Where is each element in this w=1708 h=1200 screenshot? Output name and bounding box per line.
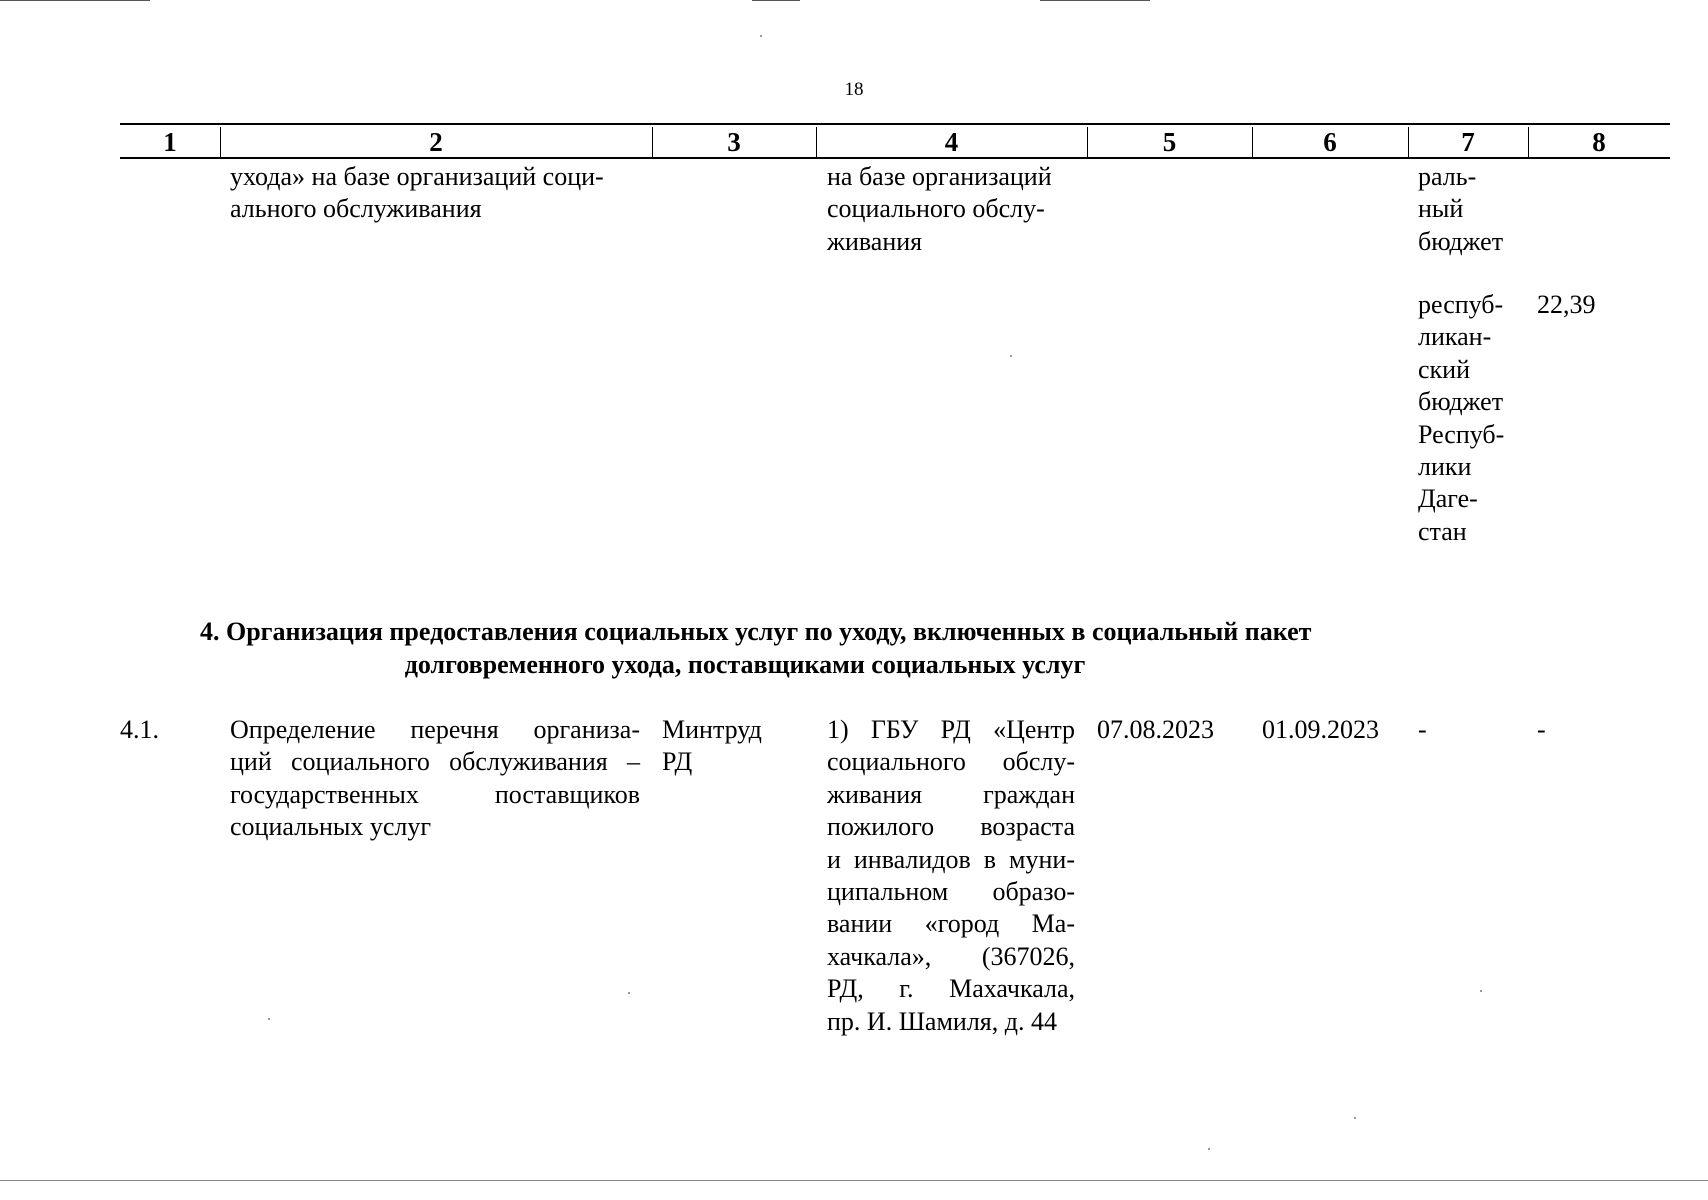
- text-line: живания: [827, 226, 923, 256]
- text-line: живания граждан: [827, 779, 1075, 809]
- text-line: лики: [1418, 452, 1472, 482]
- text-line: ального обслуживания: [230, 194, 482, 224]
- text-line: социального обслу-: [827, 194, 1045, 224]
- scan-line-top-left: [0, 0, 150, 1]
- scan-speck: [760, 35, 762, 37]
- scan-speck: [628, 992, 630, 994]
- text-line: ный: [1418, 194, 1464, 224]
- continued-row-col-2: [230, 161, 640, 226]
- text-line: государственных поставщиков: [230, 779, 640, 809]
- text-line: Определение перечня организа-: [230, 715, 640, 744]
- continued-row-col-7-republic-budget: [1418, 289, 1523, 548]
- text-line: социального обслу-: [827, 747, 1075, 777]
- row-4-1-col-3: [662, 714, 812, 779]
- table-header-top-rule: [120, 123, 1670, 125]
- text-line: пожилого возраста: [827, 812, 1075, 842]
- scan-line-top-mid: [752, 0, 800, 1]
- text-line: бюджет: [1418, 387, 1504, 417]
- text-line: и инвалидов в муни-: [827, 844, 1075, 874]
- text-line: вании «город Ма-: [827, 909, 1075, 939]
- text-line: РД: [662, 747, 693, 777]
- row-4-1-col-2: [230, 714, 640, 844]
- page-number: 18: [844, 79, 864, 100]
- scan-line-top-right: [1040, 0, 1150, 1]
- text-line: Минтруд: [662, 715, 762, 744]
- scan-speck: [1208, 1148, 1210, 1150]
- section-title-line: 4. Организация предоставления социальных услуг по уходу, включенных в социальный пакет: [200, 617, 1312, 646]
- row-4-1-col-4: [827, 714, 1075, 1038]
- table-header-bottom-rule: [120, 157, 1670, 159]
- scan-speck: [1480, 990, 1482, 992]
- text-line: ский: [1418, 354, 1470, 384]
- row-4-1-col-7: -: [1418, 715, 1427, 744]
- text-line: бюджет: [1418, 226, 1504, 256]
- row-4-1-start-date: 07.08.2023: [1097, 715, 1214, 744]
- continued-row-col-4: [827, 161, 1077, 258]
- header-col-4: 4: [944, 127, 959, 157]
- text-line: ликан-: [1418, 322, 1492, 352]
- row-4-1-number: 4.1.: [120, 715, 159, 744]
- header-col-7: 7: [1461, 127, 1475, 157]
- text-line: ций социального обслуживания –: [230, 747, 640, 777]
- continued-row-col-7: [1418, 161, 1523, 258]
- row-4-1-col-8: -: [1537, 715, 1546, 744]
- scan-line-bottom: [0, 1180, 1708, 1181]
- text-line: Даге-: [1418, 484, 1478, 514]
- text-line: 1) ГБУ РД «Центр: [827, 715, 1075, 744]
- text-line: хачкала», (367026,: [827, 941, 1075, 971]
- text-line: ципальном образо-: [827, 877, 1075, 907]
- header-col-3: 3: [727, 127, 741, 157]
- text-line: Респуб-: [1418, 419, 1505, 449]
- text-line: раль-: [1418, 162, 1477, 191]
- text-line: на базе организаций: [827, 162, 1052, 191]
- text-line: социальных услуг: [230, 812, 432, 842]
- header-col-8: 8: [1592, 127, 1606, 157]
- text-line: стан: [1418, 516, 1467, 546]
- scan-speck: [1354, 1117, 1356, 1119]
- header-col-1: 1: [163, 127, 177, 157]
- continued-row-col-8-amount: 22,39: [1537, 290, 1596, 319]
- scan-speck: [1010, 355, 1012, 357]
- text-line: респуб-: [1418, 290, 1504, 319]
- row-4-1-end-date: 01.09.2023: [1262, 715, 1379, 744]
- header-col-2: 2: [429, 127, 443, 157]
- text-line: ухода» на базе организаций соци-: [230, 162, 604, 191]
- section-title-line: долговременного ухода, поставщиками социальных услуг: [404, 650, 1086, 679]
- text-line: РД, г. Махачкала,: [827, 974, 1075, 1004]
- section-4-title: [200, 615, 1312, 681]
- header-col-6: 6: [1323, 127, 1337, 157]
- text-line: пр. И. Шамиля, д. 44: [827, 1006, 1057, 1036]
- scan-speck: [268, 1018, 270, 1020]
- header-col-5: 5: [1162, 127, 1177, 157]
